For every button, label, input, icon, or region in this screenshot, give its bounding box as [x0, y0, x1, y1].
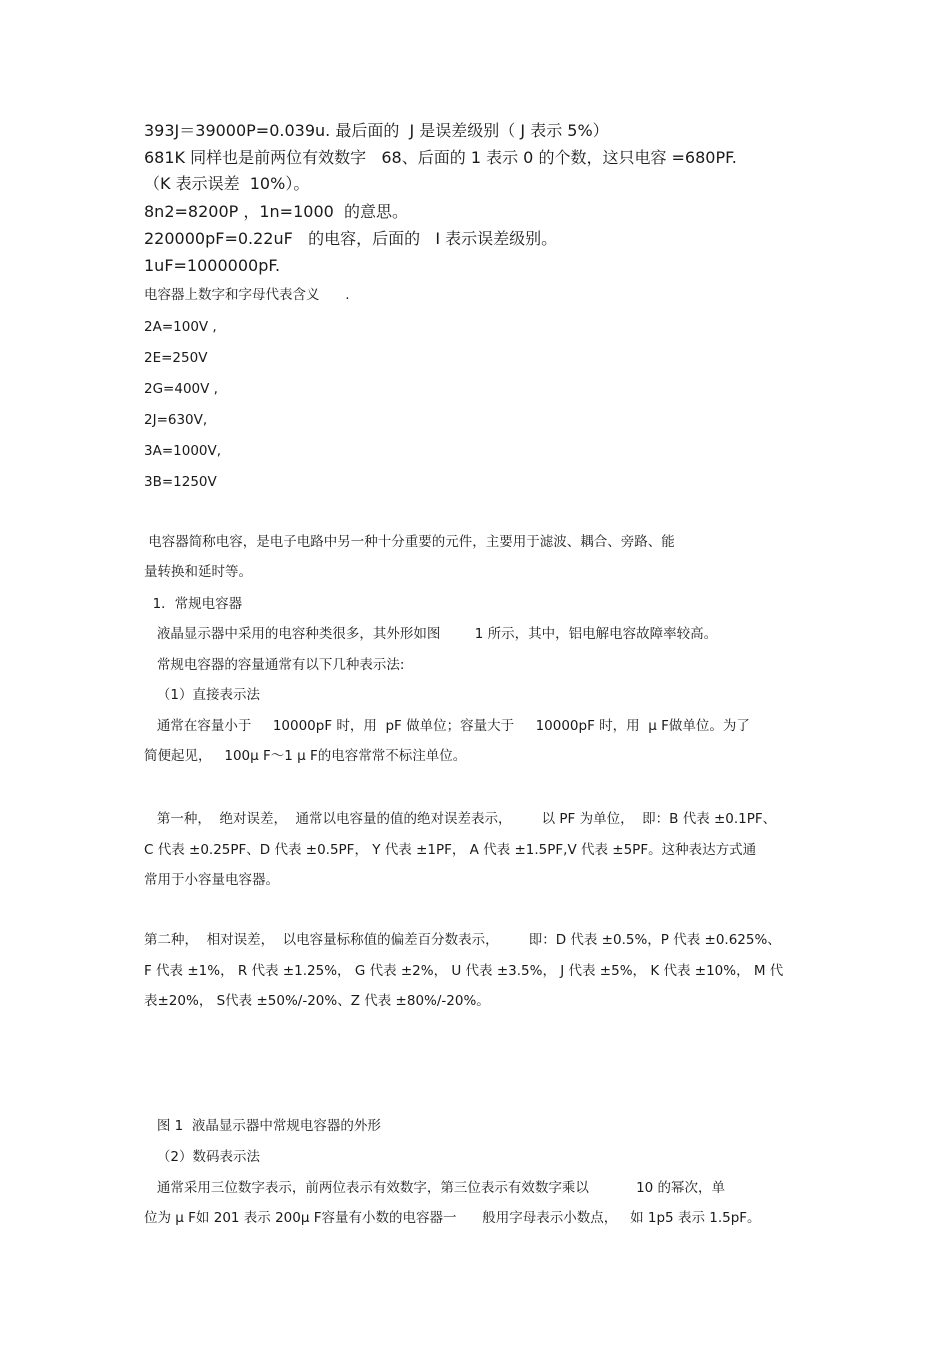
code-item: 2E=250V — [144, 350, 208, 366]
code-item: 2A=100V , — [144, 319, 217, 335]
code-item: 3B=1250V — [144, 474, 217, 490]
text-line: 量转换和延时等。 — [144, 564, 252, 580]
text-line: 220000pF=0.22uF 的电容，后面的 I 表示误差级别。 — [144, 229, 558, 248]
text-line: 393J＝39000P=0.039u. 最后面的 J 是误差级别（ J 表示 5%） — [144, 121, 609, 140]
text-line: 1uF=1000000pF. — [144, 256, 281, 275]
text-line: 通常在容量小于 10000pF 时，用 pF 做单位；容量大于 10000pF 时，用 μ F做单位。为了 — [144, 718, 750, 734]
code-item: 2G=400V , — [144, 381, 218, 397]
text-line: 液晶显示器中采用的电容种类很多，其外形如图 1 所示，其中，铝电解电容故障率较高。 — [144, 626, 718, 642]
text-line: 681K 同样也是前两位有效数字 68、后面的 1 表示 0 的个数，这只电容 =680PF. — [144, 148, 737, 167]
text-line: C 代表 ±0.25PF、D 代表 ±0.5PF， Y 代表 ±1PF， A 代表 ±1.5PF,V 代表 ±5PF。这种表达方式通 — [144, 842, 757, 858]
text-line: 简便起见， 100μ F～1 μ F的电容常常不标注单位。 — [144, 748, 467, 764]
codes-title: 电容器上数字和字母代表含义 . — [144, 287, 350, 303]
code-item: 3A=1000V, — [144, 443, 222, 459]
text-line: 常规电容器的容量通常有以下几种表示法: — [144, 657, 405, 673]
text-line: 表±20%， S代表 ±50%/-20%、Z 代表 ±80%/-20%。 — [144, 993, 490, 1009]
text-line: 第二种， 相对误差， 以电容量标称值的偏差百分数表示， 即：D 代表 ±0.5%，P 代表 ±0.625%、 — [144, 932, 781, 948]
text-line: （K 表示误差 10%）。 — [144, 174, 310, 193]
section-heading: 1．常规电容器 — [144, 596, 243, 612]
subsection-heading: （2）数码表示法 — [144, 1149, 260, 1165]
text-line: 通常采用三位数字表示，前两位表示有效数字，第三位表示有效数字乘以 10 的幂次，单 — [144, 1180, 726, 1196]
figure-caption: 图 1 液晶显示器中常规电容器的外形 — [144, 1118, 381, 1134]
text-line: 8n2=8200P ，1n=1000 的意思。 — [144, 202, 408, 221]
subsection-heading: （1）直接表示法 — [144, 687, 260, 703]
code-item: 2J=630V, — [144, 412, 208, 428]
text-line: 常用于小容量电容器。 — [144, 872, 279, 888]
text-line: F 代表 ±1%， R 代表 ±1.25%， G 代表 ±2%， U 代表 ±3.5%， J 代表 ±5%， K 代表 ±10%， M 代 — [144, 963, 784, 979]
text-line: 电容器简称电容，是电子电路中另一种十分重要的元件，主要用于滤波、耦合、旁路、能 — [144, 534, 675, 550]
text-line: 位为 μ F如 201 表示 200μ F容量有小数的电容器一 般用字母表示小数点， 如 1p5 表示 1.5pF。 — [144, 1210, 761, 1226]
text-line: 第一种， 绝对误差， 通常以电容量的值的绝对误差表示， 以 PF 为单位， 即：B 代表 ±0.1PF、 — [144, 811, 777, 827]
